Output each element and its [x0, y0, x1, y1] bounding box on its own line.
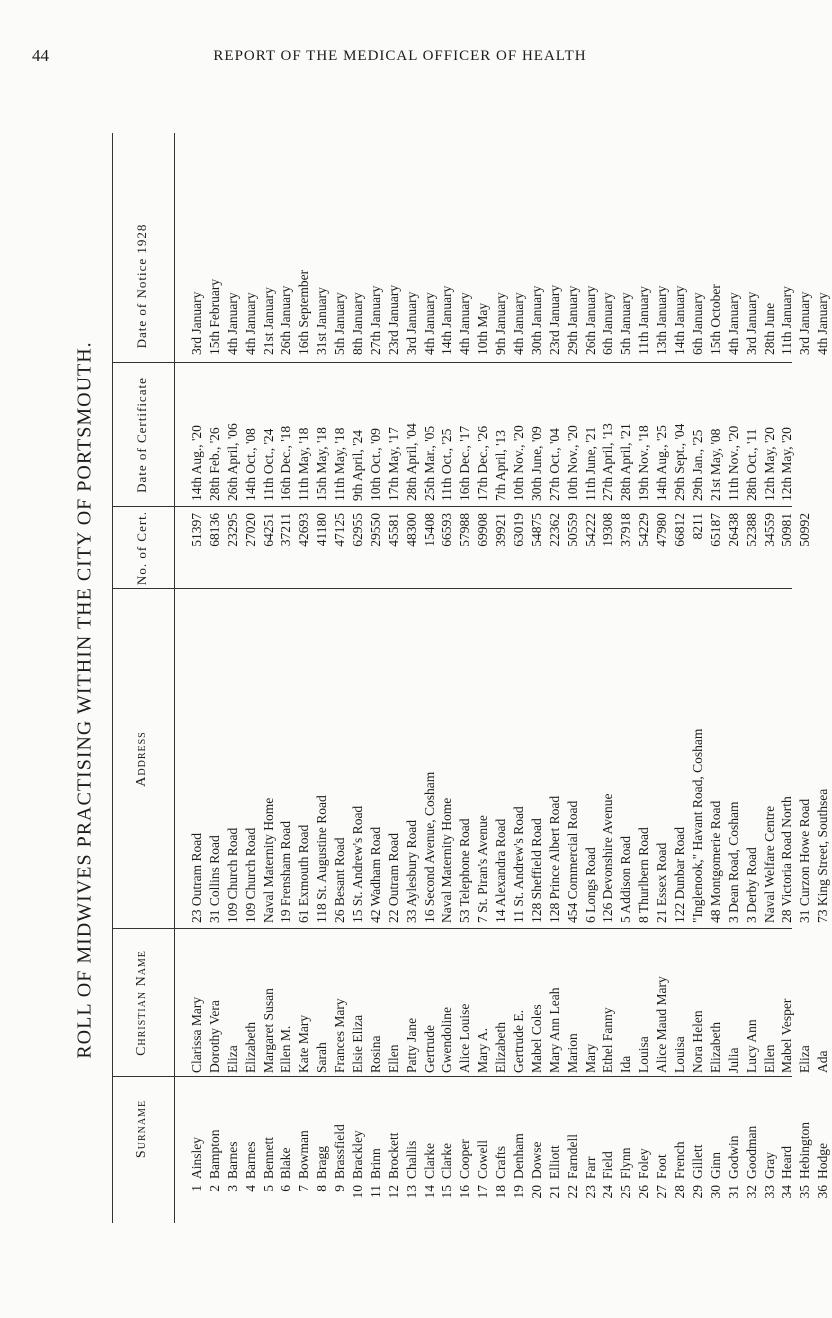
christian-name-cell: Rosina — [367, 1035, 383, 1073]
cert-number-cell: 64251 — [260, 513, 276, 547]
row-number: 15 — [439, 1185, 455, 1199]
cert-number-cell: 26438 — [725, 513, 741, 547]
table-row — [474, 133, 492, 1223]
christian-name-cell: Sarah — [314, 1042, 330, 1073]
christian-name-cell: Lucy Ann — [743, 1019, 759, 1073]
cert-date-cell: 28th April, '21 — [618, 423, 634, 501]
notice-date-cell: 4th January — [421, 292, 437, 355]
surname-cell: Field — [600, 1151, 616, 1179]
address-cell: 5 Addison Road — [618, 835, 634, 923]
christian-name-cell: Ida — [618, 1055, 634, 1073]
christian-name-cell: Mabel Vesper — [779, 998, 795, 1073]
notice-date-cell: 11th January — [636, 286, 652, 355]
cert-date-cell: 25th Mar., '05 — [421, 425, 437, 501]
row-number: 30 — [707, 1185, 723, 1199]
notice-date-cell: 26th January — [278, 285, 294, 355]
cert-date-cell: 27th Oct., '04 — [546, 428, 562, 501]
address-cell: 118 St. Augustine Road — [314, 795, 330, 923]
christian-name-cell: Mary — [582, 1043, 598, 1073]
notice-date-cell: 4th January — [511, 292, 527, 355]
christian-name-cell: Mary A. — [475, 1028, 491, 1073]
notice-date-cell: 11th January — [779, 286, 795, 355]
notice-date-cell: 3rd January — [797, 291, 813, 355]
notice-date-cell: 3rd January — [743, 291, 759, 355]
cert-number-cell: 54222 — [582, 513, 598, 547]
address-cell: 28 Victoria Road North — [779, 796, 795, 923]
notice-date-cell: 4th January — [224, 292, 240, 355]
table-row — [689, 133, 707, 1223]
table-row — [313, 133, 331, 1223]
row-number: 18 — [493, 1185, 509, 1199]
cert-number-cell: 23295 — [224, 513, 240, 547]
address-cell: 3 Derby Road — [743, 847, 759, 923]
cert-date-cell: 10th Nov., '20 — [564, 425, 580, 501]
christian-name-cell: Clarissa Mary — [189, 996, 204, 1073]
surname-cell: Brockett — [385, 1132, 401, 1179]
cert-number-cell: 66812 — [672, 513, 688, 547]
side-title: ROLL OF MIDWIVES PRACTISING WITHIN THE CITY OF PORTSMOUTH. — [73, 341, 96, 1059]
christian-name-cell: Nora Helen — [689, 1010, 705, 1073]
surname-cell: Ginn — [707, 1152, 723, 1179]
notice-date-cell: 26th January — [582, 285, 598, 355]
christian-name-cell: Gertrude E. — [511, 1010, 527, 1073]
table-row — [725, 133, 743, 1223]
surname-cell: Ainsley — [189, 1137, 204, 1179]
cert-date-cell: 29th Sept., '04 — [672, 423, 688, 501]
cert-number-cell: 37211 — [278, 513, 294, 547]
notice-date-cell: 27th January — [367, 285, 383, 355]
christian-name-cell: Ada — [815, 1050, 831, 1073]
cert-date-cell: 14th Aug., '20 — [189, 425, 204, 501]
christian-name-cell: Marion — [564, 1033, 580, 1073]
header-rule — [174, 133, 175, 1223]
row-number: 6 — [278, 1185, 294, 1192]
cert-number-cell: 51397 — [189, 513, 204, 547]
surname-cell: Brinn — [367, 1148, 383, 1179]
cert-number-cell: 29550 — [367, 513, 383, 547]
row-number: 17 — [475, 1185, 491, 1199]
surname-cell: Barnes — [242, 1141, 258, 1179]
table-row — [796, 133, 814, 1223]
surname-cell: Cooper — [457, 1139, 473, 1179]
address-cell: 6 Longs Road — [582, 847, 598, 923]
table-row — [367, 133, 385, 1223]
table-row — [403, 133, 421, 1223]
notice-date-cell: 8th January — [350, 292, 366, 355]
row-number: 16 — [457, 1185, 473, 1199]
surname-cell: Goodman — [743, 1125, 759, 1179]
row-number: 19 — [511, 1185, 527, 1199]
cert-number-cell: 34559 — [761, 513, 777, 547]
notice-date-cell: 5th January — [618, 292, 634, 355]
notice-date-cell: 15th October — [707, 284, 723, 355]
cert-number-cell: 62955 — [350, 513, 366, 547]
cert-date-cell: 28th April, '04 — [403, 423, 419, 501]
cert-date-cell: 17th Dec., '26 — [475, 425, 491, 501]
row-number: 3 — [224, 1185, 240, 1192]
row-number: 7 — [296, 1185, 312, 1192]
row-number: 8 — [314, 1185, 330, 1192]
notice-date-cell: 21st January — [260, 287, 276, 355]
table-row — [295, 133, 313, 1223]
cert-number-cell: 39921 — [493, 513, 509, 547]
christian-name-cell: Margaret Susan — [260, 988, 276, 1073]
cert-number-cell: 48300 — [403, 513, 419, 547]
cert-number-cell: 54229 — [636, 513, 652, 547]
address-cell: 19 Frensham Road — [278, 821, 294, 923]
table-row — [492, 133, 510, 1223]
cert-date-cell: 11th Oct., '25 — [439, 428, 455, 501]
address-cell: 61 Exmouth Road — [296, 824, 312, 923]
cert-number-cell: 8211 — [689, 513, 705, 540]
cert-date-cell: 21st May, '08 — [707, 428, 723, 501]
christian-name-cell: Eliza — [797, 1045, 813, 1073]
address-cell: 21 Essex Road — [654, 842, 670, 923]
christian-name-cell: Mabel Coles — [528, 1004, 544, 1073]
address-cell: 126 Devonshire Avenue — [600, 793, 616, 923]
cert-number-cell: 66593 — [439, 513, 455, 547]
address-cell: 26 Besant Road — [332, 837, 348, 923]
surname-cell: Brackley — [350, 1130, 366, 1179]
address-cell: 33 Aylesbury Road — [403, 819, 419, 923]
address-cell: 109 Church Road — [242, 827, 258, 923]
cert-date-cell: 17th May, '17 — [385, 427, 401, 501]
cert-number-cell: 22362 — [546, 513, 562, 547]
address-cell: 42 Wadham Road — [367, 826, 383, 923]
row-number: 13 — [403, 1185, 419, 1199]
christian-name-cell: Kate Mary — [296, 1014, 312, 1073]
table-row — [510, 133, 528, 1223]
surname-cell: Bragg — [314, 1146, 330, 1179]
cert-number-cell: 37918 — [618, 513, 634, 547]
address-cell: 22 Outram Road — [385, 833, 401, 923]
table-row — [743, 133, 761, 1223]
table-row — [224, 133, 242, 1223]
christian-name-cell: Gertrude — [421, 1025, 437, 1073]
header-address: Address — [134, 731, 149, 787]
notice-date-cell: 4th January — [457, 292, 473, 355]
surname-cell: Bampton — [206, 1129, 222, 1179]
row-number: 1 — [189, 1185, 204, 1192]
cert-date-cell: 11th May, '18 — [296, 427, 312, 501]
midwives-roll-table — [112, 133, 831, 1223]
surname-cell: Farndell — [564, 1134, 580, 1179]
header-surname: Surname — [134, 1099, 149, 1159]
notice-date-cell: 13th January — [654, 285, 670, 355]
notice-date-cell: 9th January — [493, 292, 509, 355]
table-row — [385, 133, 403, 1223]
address-cell: 7 St. Piran's Avenue — [475, 815, 491, 923]
cert-date-cell: 11th May, '18 — [332, 427, 348, 501]
notice-date-cell: 5th January — [332, 292, 348, 355]
table-row — [761, 133, 779, 1223]
row-number: 33 — [761, 1185, 777, 1199]
christian-name-cell: Gwendoline — [439, 1007, 455, 1073]
row-number: 9 — [332, 1185, 348, 1192]
address-cell: "Inglenook," Havant Road, Cosham — [689, 728, 705, 923]
table-row — [206, 133, 224, 1223]
row-number: 20 — [528, 1185, 544, 1199]
row-number: 28 — [672, 1185, 688, 1199]
christian-name-cell: Elizabeth — [493, 1022, 509, 1073]
address-cell: 48 Montgomerie Road — [707, 800, 723, 923]
surname-cell: Hebington — [797, 1122, 813, 1179]
cert-date-cell: 16th Dec., '17 — [457, 425, 473, 501]
christian-name-cell: Eliza — [224, 1045, 240, 1073]
table-row — [528, 133, 546, 1223]
table-row — [707, 133, 725, 1223]
address-cell: 23 Outram Road — [189, 833, 204, 923]
table-row — [653, 133, 671, 1223]
surname-cell: Flynn — [618, 1147, 634, 1179]
notice-date-cell: 10th May — [475, 302, 491, 355]
christian-name-cell: Louisa — [636, 1036, 652, 1073]
surname-cell: French — [672, 1141, 688, 1179]
row-number: 21 — [546, 1185, 562, 1199]
table-row — [635, 133, 653, 1223]
notice-date-cell: 6th January — [600, 292, 616, 355]
notice-date-cell: 15th February — [206, 278, 222, 355]
christian-name-cell: Alice Louise — [457, 1003, 473, 1073]
table-row — [599, 133, 617, 1223]
table-row — [438, 133, 456, 1223]
surname-cell: Challis — [403, 1140, 419, 1179]
christian-name-cell: Frances Mary — [332, 998, 348, 1073]
christian-name-cell: Dorothy Vera — [206, 1000, 222, 1073]
address-cell: 128 Prince Albert Road — [546, 795, 562, 923]
cert-number-cell: 41180 — [314, 513, 330, 547]
row-number: 14 — [421, 1185, 437, 1199]
surname-cell: Foot — [654, 1154, 670, 1179]
notice-date-cell: 31st January — [314, 287, 330, 355]
table-row — [242, 133, 260, 1223]
address-cell: 11 St. Andrew's Road — [511, 806, 527, 923]
address-cell: 53 Telephone Road — [457, 818, 473, 923]
table-row — [546, 133, 564, 1223]
christian-name-cell: Julia — [725, 1047, 741, 1073]
surname-cell: Gillett — [689, 1144, 705, 1179]
notice-date-cell: 6th January — [689, 292, 705, 355]
cert-number-cell: 50981 — [779, 513, 795, 547]
table-row — [617, 133, 635, 1223]
row-number: 23 — [582, 1185, 598, 1199]
surname-cell: Godwin — [725, 1135, 741, 1179]
header-christian-name: Christian Name — [134, 950, 149, 1056]
notice-date-cell: 14th January — [672, 285, 688, 355]
table-row — [421, 133, 439, 1223]
row-number: 11 — [367, 1185, 383, 1198]
table-row — [814, 133, 832, 1223]
surname-cell: Crafts — [493, 1146, 509, 1179]
surname-cell: Elliott — [546, 1145, 562, 1179]
address-cell: 31 Collins Road — [206, 835, 222, 923]
surname-cell: Bowman — [296, 1130, 312, 1179]
cert-date-cell: 28th Feb., '26 — [206, 427, 222, 501]
table-row — [671, 133, 689, 1223]
cert-number-cell: 19308 — [600, 513, 616, 547]
address-cell: 14 Alexandra Road — [493, 818, 509, 923]
christian-name-cell: Ellen — [385, 1044, 401, 1073]
row-number: 12 — [385, 1185, 401, 1199]
page-number: 44 — [32, 46, 49, 65]
address-cell: Naval Welfare Centre — [761, 805, 777, 923]
cert-date-cell: 10th Nov., '20 — [511, 425, 527, 501]
row-number: 10 — [350, 1185, 366, 1199]
surname-cell: Farr — [582, 1156, 598, 1179]
table-row — [260, 133, 278, 1223]
row-number: 4 — [242, 1185, 258, 1192]
surname-cell: Clarke — [439, 1143, 455, 1179]
notice-date-cell: 4th January — [815, 292, 831, 355]
row-number: 35 — [797, 1185, 813, 1199]
cert-date-cell: 29th Jan., '25 — [689, 429, 705, 501]
row-number: 5 — [260, 1185, 276, 1192]
notice-date-cell: 4th January — [725, 292, 741, 355]
surname-cell: Heard — [779, 1146, 795, 1179]
table-row — [582, 133, 600, 1223]
cert-date-cell: 15th May, '18 — [314, 427, 330, 501]
surname-cell: Foley — [636, 1148, 652, 1179]
cert-number-cell: 45581 — [385, 513, 401, 547]
running-header: REPORT OF THE MEDICAL OFFICER OF HEALTH — [213, 48, 587, 64]
cert-date-cell: 11th Oct., '24 — [260, 428, 276, 501]
surname-cell: Brassfield — [332, 1124, 348, 1179]
cert-number-cell: 52388 — [743, 513, 759, 547]
surname-cell: Gray — [761, 1152, 777, 1179]
surname-cell: Hodge — [815, 1143, 831, 1179]
address-cell: 16 Second Avenue, Cosham — [421, 771, 437, 923]
notice-date-cell: 14th January — [439, 285, 455, 355]
header-cert-date: Date of Certificate — [134, 377, 149, 493]
table-row — [188, 133, 206, 1223]
cert-date-cell: 19th Nov., '18 — [636, 425, 652, 501]
cert-date-cell: 7th April, '13 — [493, 429, 509, 501]
header-cert-no: No. of Cert. — [134, 510, 149, 586]
cert-date-cell: 12th May, '20 — [761, 427, 777, 501]
cert-date-cell: 30th June, '09 — [528, 426, 544, 501]
cert-number-cell: 15408 — [421, 513, 437, 547]
table-row — [456, 133, 474, 1223]
row-number: 22 — [564, 1185, 580, 1199]
cert-number-cell: 69908 — [475, 513, 491, 547]
surname-cell: Dowse — [528, 1141, 544, 1179]
address-cell: 15 St. Andrew's Road — [350, 805, 366, 923]
table-row — [564, 133, 582, 1223]
cert-number-cell: 27020 — [242, 513, 258, 547]
cert-number-cell: 54875 — [528, 513, 544, 547]
row-number: 31 — [725, 1185, 741, 1199]
cert-date-cell: 10th Oct., '09 — [367, 428, 383, 501]
address-cell: 31 Curzon Howe Road — [797, 798, 813, 923]
row-number: 36 — [815, 1185, 831, 1199]
notice-date-cell: 30th January — [528, 285, 544, 355]
address-cell: 8 Thurlbern Road — [636, 827, 652, 923]
surname-cell: Blake — [278, 1147, 294, 1179]
notice-date-cell: 16th September — [296, 269, 312, 355]
christian-name-cell: Ethel Fanny — [600, 1007, 616, 1073]
surname-cell: Barnes — [224, 1141, 240, 1179]
address-cell: Naval Maternity Home — [260, 797, 276, 923]
christian-name-cell: Mary Ann Leah — [546, 987, 562, 1073]
notice-date-cell: 23rd January — [385, 284, 401, 355]
cert-number-cell: 47980 — [654, 513, 670, 547]
notice-date-cell: 4th January — [242, 292, 258, 355]
row-number: 29 — [689, 1185, 705, 1199]
cert-date-cell: 26th April, '06 — [224, 423, 240, 501]
row-number: 24 — [600, 1185, 616, 1199]
cert-date-cell: 28th Oct., '11 — [743, 428, 759, 501]
header-notice-date: Date of Notice 1928 — [134, 223, 149, 349]
cert-date-cell: 9th April, '24 — [350, 429, 366, 501]
christian-name-cell: Ellen M. — [278, 1025, 294, 1073]
table-row — [349, 133, 367, 1223]
cert-date-cell: 16th Dec., '18 — [278, 425, 294, 501]
surname-cell: Bennett — [260, 1137, 276, 1179]
cert-date-cell: 11th June, '21 — [582, 426, 598, 501]
row-number: 34 — [779, 1185, 795, 1199]
notice-date-cell: 3rd January — [189, 291, 204, 355]
address-cell: 128 Sheffield Road — [528, 818, 544, 923]
christian-name-cell: Alice Maud Mary — [654, 976, 670, 1073]
cert-number-cell: 65187 — [707, 513, 723, 547]
row-number: 32 — [743, 1185, 759, 1199]
cert-number-cell: 68136 — [206, 513, 222, 547]
surname-cell: Denham — [511, 1133, 527, 1179]
row-number: 27 — [654, 1185, 670, 1199]
notice-date-cell: 23rd January — [546, 284, 562, 355]
cert-date-cell: 12th May, '20 — [779, 427, 795, 501]
cert-number-cell: 63019 — [511, 513, 527, 547]
address-cell: 109 Church Road — [224, 827, 240, 923]
christian-name-cell: Ellen — [761, 1044, 777, 1073]
address-cell: 454 Commercial Road — [564, 800, 580, 923]
table-row — [331, 133, 349, 1223]
table-row — [778, 133, 796, 1223]
cert-number-cell: 50992 — [797, 513, 813, 547]
cert-date-cell: 14th Aug., '25 — [654, 425, 670, 501]
row-number: 25 — [618, 1185, 634, 1199]
christian-name-cell: Louisa — [672, 1036, 688, 1073]
cert-number-cell: 50559 — [564, 513, 580, 547]
surname-cell: Clarke — [421, 1143, 437, 1179]
cert-number-cell: 57988 — [457, 513, 473, 547]
table-body — [188, 133, 832, 1223]
address-cell: Naval Maternity Home — [439, 797, 455, 923]
cert-date-cell: 27th April, '13 — [600, 423, 616, 501]
cert-number-cell: 42693 — [296, 513, 312, 547]
christian-name-cell: Elizabeth — [242, 1022, 258, 1073]
surname-cell: Cowell — [475, 1140, 491, 1179]
table-row — [277, 133, 295, 1223]
cert-date-cell: 11th Nov., '20 — [725, 425, 741, 501]
christian-name-cell: Patty Jane — [403, 1017, 419, 1073]
row-number: 26 — [636, 1185, 652, 1199]
address-cell: 73 King Street, Southsea — [815, 788, 831, 923]
address-cell: 3 Dean Road, Cosham — [725, 801, 741, 923]
christian-name-cell: Elsie Eliza — [350, 1014, 366, 1073]
address-cell: 122 Dunbar Road — [672, 827, 688, 923]
christian-name-cell: Elizabeth — [707, 1022, 723, 1073]
cert-number-cell: 47125 — [332, 513, 348, 547]
notice-date-cell: 3rd January — [403, 291, 419, 355]
notice-date-cell: 29th January — [564, 285, 580, 355]
row-number: 2 — [206, 1185, 222, 1192]
cert-date-cell: 14th Oct., '08 — [242, 428, 258, 501]
notice-date-cell: 28th June — [761, 302, 777, 355]
